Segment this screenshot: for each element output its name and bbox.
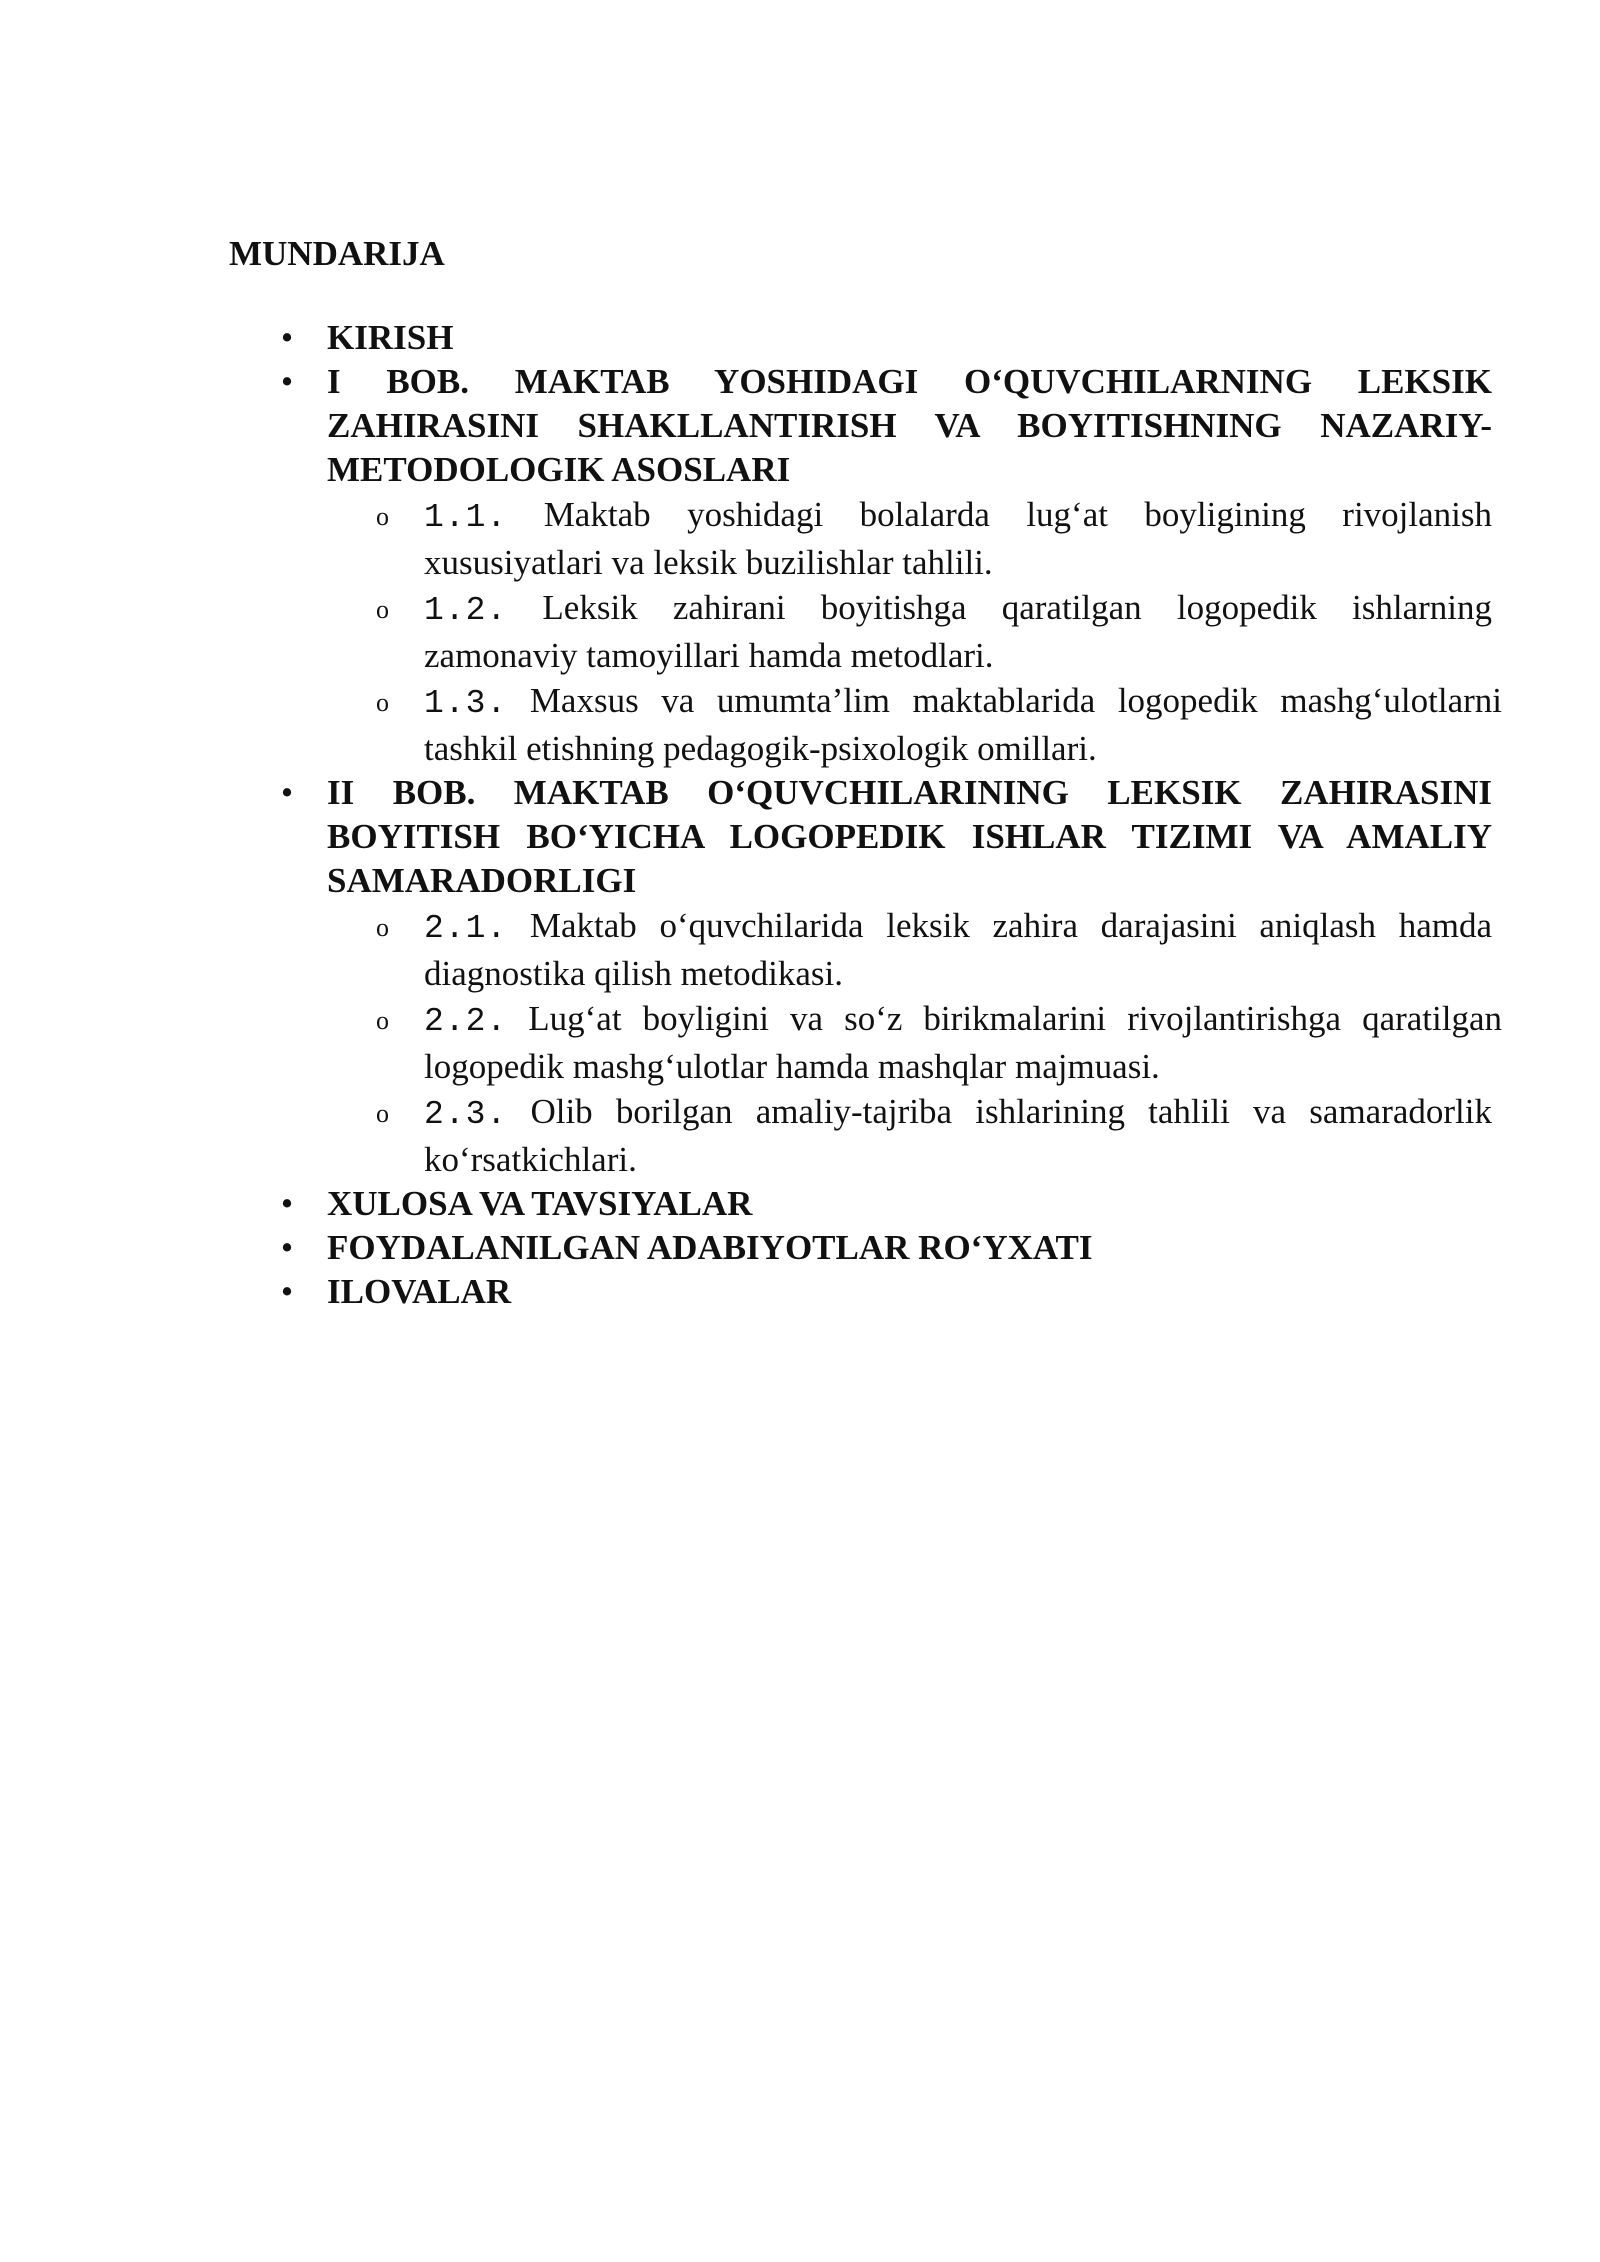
bullet-icon: • xyxy=(280,773,294,812)
toc-item-label: I BOB. MAKTAB YOSHIDAGI O‘QUVCHILARNING LEKSIK ZAHIRASINI SHAKLLANTIRISH VA BOYITISHNING NAZARIY-METODOLOGIK ASOSLARI xyxy=(327,362,1492,489)
bullet-icon: • xyxy=(280,362,294,401)
section-title: Olib borilgan amaliy-tajriba ishlarining tahlili va samaradorlik ko‘rsatkichlari. xyxy=(424,1092,1492,1179)
sub-bullet-icon: o xyxy=(376,1099,389,1128)
table-of-contents xyxy=(280,316,1503,1314)
sub-bullet-icon: o xyxy=(376,688,389,717)
section-number: 2.1. xyxy=(424,910,508,947)
toc-section-2-2[interactable] xyxy=(376,996,1503,1089)
toc-section-1-1[interactable] xyxy=(376,492,1492,585)
sub-bullet-icon: o xyxy=(376,502,389,531)
toc-section-2-1[interactable] xyxy=(376,903,1492,996)
toc-item-conclusion[interactable] xyxy=(280,1182,1492,1226)
section-title: Maxsus va umumta’lim maktablarida logopedik mashg‘ulotlarni tashkil etishning pedagogik-psixologik omillari. xyxy=(424,681,1503,768)
page-title: MUNDARIJA xyxy=(229,234,445,273)
bullet-icon: • xyxy=(280,1228,294,1267)
toc-item-label: KIRISH xyxy=(327,318,454,357)
sub-bullet-icon: o xyxy=(376,913,389,942)
toc-item-chapter-2[interactable] xyxy=(280,771,1503,1182)
section-title: Maktab o‘quvchilarida leksik zahira darajasini aniqlash hamda diagnostika qilish metodikasi. xyxy=(424,906,1492,993)
sub-bullet-icon: o xyxy=(376,1006,389,1035)
bullet-icon: • xyxy=(280,1272,294,1311)
chapter-1-sections xyxy=(327,492,1503,771)
bullet-icon: • xyxy=(280,1184,294,1223)
toc-item-references[interactable] xyxy=(280,1226,1492,1270)
toc-item-chapter-1[interactable] xyxy=(280,360,1503,771)
section-title: Maktab yoshidagi bolalarda lug‘at boyligining rivojlanish xususiyatlari va leksik buzilishlar tahlili. xyxy=(424,495,1492,582)
section-number: 2.3. xyxy=(424,1096,508,1133)
section-title: Leksik zahirani boyitishga qaratilgan logopedik ishlarning zamonaviy tamoyillari hamda metodlari. xyxy=(424,588,1492,675)
toc-section-2-3[interactable] xyxy=(376,1089,1492,1182)
toc-section-1-3[interactable] xyxy=(376,678,1503,771)
chapter-2-sections xyxy=(327,903,1503,1182)
toc-item-appendices[interactable] xyxy=(280,1270,1492,1314)
toc-item-label: XULOSA VA TAVSIYALAR xyxy=(327,1184,753,1223)
section-number: 2.2. xyxy=(424,1003,508,1040)
section-number: 1.1. xyxy=(424,499,508,536)
toc-item-label: II BOB. MAKTAB O‘QUVCHILARINING LEKSIK ZAHIRASINI BOYITISH BO‘YICHA LOGOPEDIK ISHLAR TIZIMI VA AMALIY SAMARADORLIGI xyxy=(327,773,1492,900)
section-number: 1.3. xyxy=(424,685,508,722)
section-number: 1.2. xyxy=(424,592,508,629)
toc-item-label: FOYDALANILGAN ADABIYOTLAR RO‘YXATI xyxy=(327,1228,1093,1267)
sub-bullet-icon: o xyxy=(376,595,389,624)
toc-section-1-2[interactable] xyxy=(376,585,1492,678)
section-title: Lug‘at boyligini va so‘z birikmalarini rivojlantirishga qaratilgan logopedik mashg‘ulotlar hamda mashqlar majmuasi. xyxy=(424,999,1503,1086)
toc-item-label: ILOVALAR xyxy=(327,1272,512,1311)
toc-item-intro[interactable] xyxy=(280,316,1492,360)
bullet-icon: • xyxy=(280,318,294,357)
